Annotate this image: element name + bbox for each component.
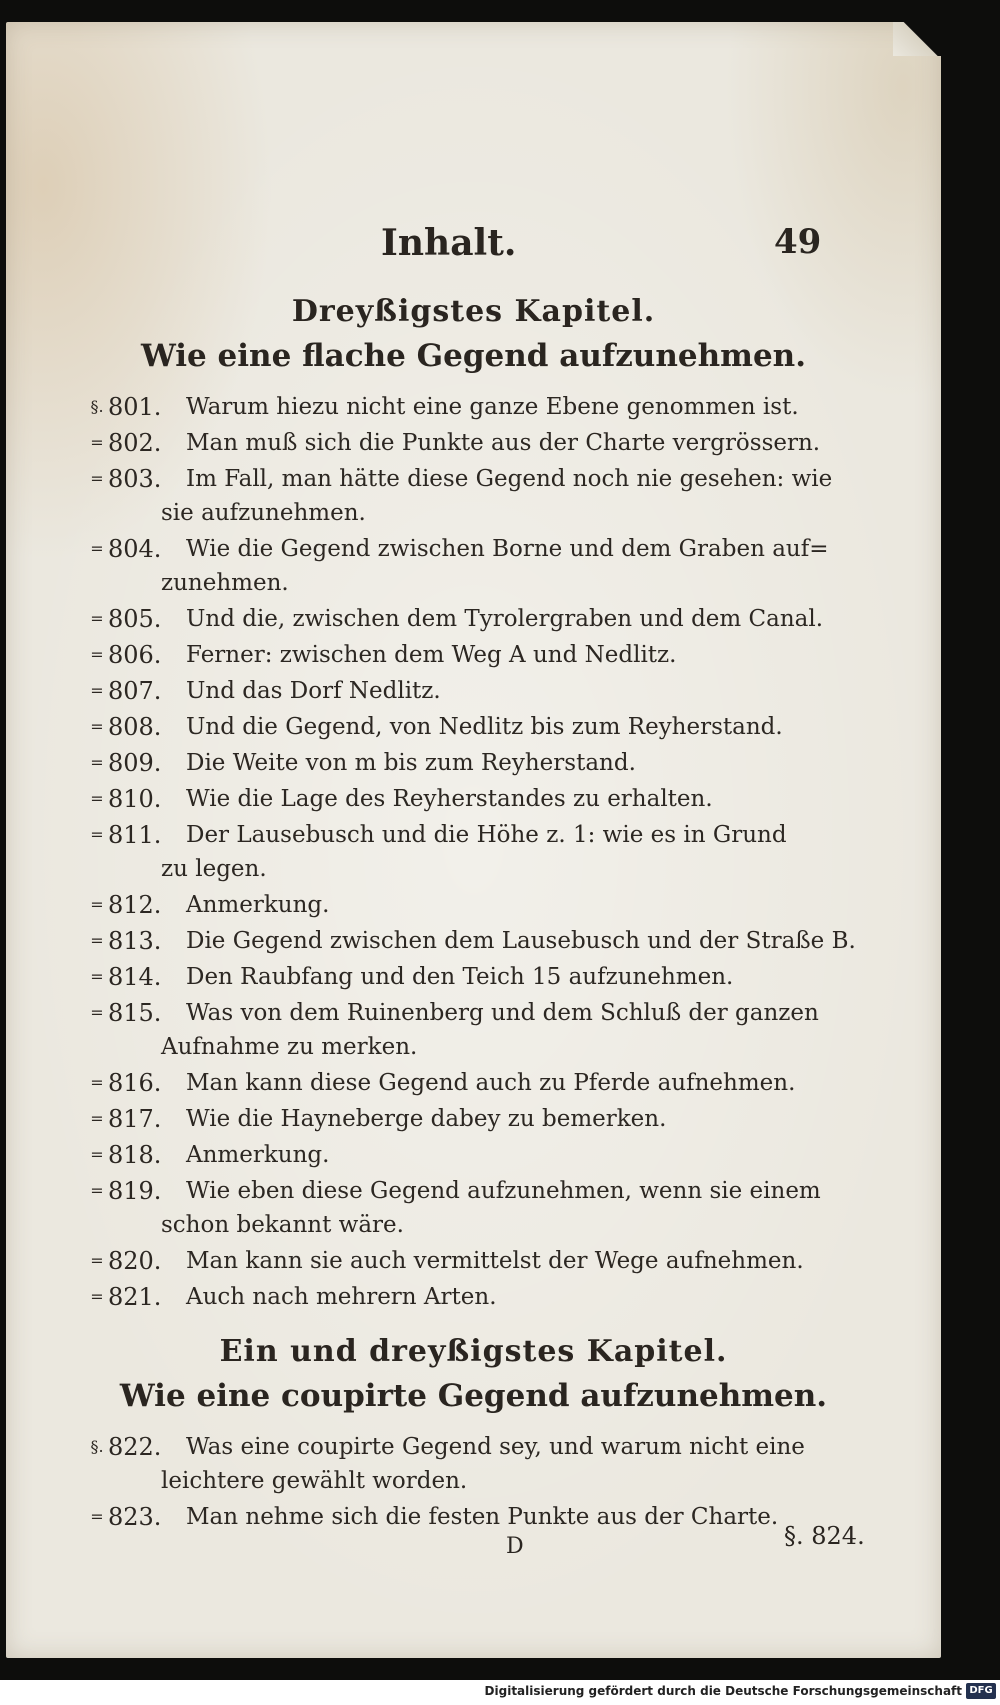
section-number: 805. [108, 605, 162, 633]
section-number: 808. [108, 713, 162, 741]
entry-text: Die Weite von m bis zum Reyherstand. [186, 750, 636, 776]
running-header [6, 222, 941, 282]
section-number: 803. [108, 465, 162, 493]
entry-mark: = [90, 1109, 104, 1128]
entry-mark: = [90, 681, 104, 700]
signature-mark: D [506, 1534, 524, 1559]
section-number: 820. [108, 1247, 162, 1275]
chapter-31-entries [76, 1430, 896, 1536]
entry-text-continuation: leichtere gewählt worden. [161, 1468, 468, 1494]
section-number: 813. [108, 927, 162, 955]
entry-text: Anmerkung. [186, 892, 330, 918]
entry-mark: = [90, 1145, 104, 1164]
section-number: 804. [108, 535, 162, 563]
entry-text: Wie die Hayneberge dabey zu bemerken. [186, 1106, 667, 1132]
chapter-30-entries [76, 390, 896, 1316]
toc-entry [76, 746, 896, 780]
toc-entry [76, 1280, 896, 1314]
section-number: 817. [108, 1105, 162, 1133]
section-number: 822. [108, 1433, 162, 1461]
entry-mark: = [90, 1073, 104, 1092]
entry-text-continuation: zunehmen. [161, 570, 289, 596]
toc-entry [76, 426, 896, 460]
entry-text: Anmerkung. [186, 1142, 330, 1168]
entry-text-continuation: zu legen. [161, 856, 267, 882]
entry-text: Was eine coupirte Gegend sey, und warum nicht eine [186, 1434, 805, 1460]
toc-entry [76, 1430, 896, 1498]
entry-mark: = [90, 789, 104, 808]
section-number: 801. [108, 393, 162, 421]
chapter-30-heading: Dreyßigstes Kapitel. [291, 294, 656, 329]
entry-mark: = [90, 469, 104, 488]
section-number: 818. [108, 1141, 162, 1169]
toc-entry [76, 710, 896, 744]
entry-mark: = [90, 433, 104, 452]
toc-entry [76, 1066, 896, 1100]
toc-entry [76, 462, 896, 530]
entry-mark: = [90, 1507, 104, 1526]
section-number: 807. [108, 677, 162, 705]
toc-entry [76, 1138, 896, 1172]
chapter-30-subheading: Wie eine flache Gegend aufzunehmen. [140, 338, 807, 374]
entry-mark: = [90, 753, 104, 772]
credit-strip [0, 1680, 1000, 1705]
chapter-31-subheading: Wie eine coupirte Gegend aufzunehmen. [119, 1378, 828, 1414]
section-number: 816. [108, 1069, 162, 1097]
entry-text: Warum hiezu nicht eine ganze Ebene genommen ist. [186, 394, 799, 420]
catchword: §. 824. [784, 1522, 865, 1550]
toc-entry [76, 674, 896, 708]
section-number: 809. [108, 749, 162, 777]
entry-mark: §. [90, 1437, 104, 1456]
section-number: 814. [108, 963, 162, 991]
toc-entry [76, 996, 896, 1064]
dfg-logo: DFG [966, 1683, 996, 1699]
entry-text: Man muß sich die Punkte aus der Charte vergrössern. [186, 430, 821, 456]
entry-text: Wie eben diese Gegend aufzunehmen, wenn sie einem [186, 1178, 821, 1204]
entry-text: Man nehme sich die festen Punkte aus der Charte. [186, 1504, 779, 1530]
entry-mark: = [90, 717, 104, 736]
entry-text-continuation: Aufnahme zu merken. [161, 1034, 418, 1060]
entry-text: Man kann sie auch vermittelst der Wege aufnehmen. [186, 1248, 804, 1274]
toc-entry [76, 390, 896, 424]
header-title: Inhalt. [381, 222, 517, 264]
section-number: 812. [108, 891, 162, 919]
entry-mark: = [90, 609, 104, 628]
section-number: 810. [108, 785, 162, 813]
toc-entry [76, 1102, 896, 1136]
toc-entry [76, 782, 896, 816]
section-number: 802. [108, 429, 162, 457]
page-number: 49 [774, 222, 822, 262]
entry-mark: = [90, 895, 104, 914]
entry-mark: = [90, 1181, 104, 1200]
entry-text-continuation: sie aufzunehmen. [161, 500, 366, 526]
toc-entry [76, 818, 896, 886]
entry-text: Den Raubfang und den Teich 15 aufzunehmen. [186, 964, 734, 990]
entry-mark: = [90, 1287, 104, 1306]
book-page [6, 22, 941, 1658]
credit-text: Digitalisierung gefördert durch die Deutsche Forschungsgemeinschaft [484, 1684, 962, 1698]
entry-mark: = [90, 645, 104, 664]
toc-entry [76, 924, 896, 958]
entry-text: Und das Dorf Nedlitz. [186, 678, 441, 704]
chapter-31-heading: Ein und dreyßigstes Kapitel. [219, 1334, 728, 1369]
toc-entry [76, 1244, 896, 1278]
entry-mark: = [90, 967, 104, 986]
entry-text: Wie die Gegend zwischen Borne und dem Graben auf= [186, 536, 829, 562]
entry-text: Im Fall, man hätte diese Gegend noch nie gesehen: wie [186, 466, 833, 492]
entry-text: Und die Gegend, von Nedlitz bis zum Reyherstand. [186, 714, 783, 740]
entry-mark: §. [90, 397, 104, 416]
section-number: 806. [108, 641, 162, 669]
entry-mark: = [90, 539, 104, 558]
section-number: 815. [108, 999, 162, 1027]
entry-text: Wie die Lage des Reyherstandes zu erhalten. [186, 786, 713, 812]
toc-entry [76, 532, 896, 600]
toc-entry [76, 888, 896, 922]
toc-entry [76, 638, 896, 672]
entry-mark: = [90, 825, 104, 844]
entry-mark: = [90, 1003, 104, 1022]
entry-text: Was von dem Ruinenberg und dem Schluß der ganzen [186, 1000, 819, 1026]
page-corner-fold [893, 22, 941, 56]
entry-mark: = [90, 1251, 104, 1270]
section-number: 823. [108, 1503, 162, 1531]
entry-text: Ferner: zwischen dem Weg A und Nedlitz. [186, 642, 677, 668]
toc-entry [76, 1500, 896, 1534]
toc-entry [76, 602, 896, 636]
toc-entry [76, 960, 896, 994]
toc-entry [76, 1174, 896, 1242]
entry-text: Man kann diese Gegend auch zu Pferde aufnehmen. [186, 1070, 796, 1096]
section-number: 811. [108, 821, 162, 849]
section-number: 819. [108, 1177, 162, 1205]
entry-text: Auch nach mehrern Arten. [186, 1284, 497, 1310]
entry-mark: = [90, 931, 104, 950]
entry-text: Der Lausebusch und die Höhe z. 1: wie es in Grund [186, 822, 787, 848]
entry-text-continuation: schon bekannt wäre. [161, 1212, 404, 1238]
section-number: 821. [108, 1283, 162, 1311]
entry-text: Und die, zwischen dem Tyrolergraben und dem Canal. [186, 606, 824, 632]
entry-text: Die Gegend zwischen dem Lausebusch und der Straße B. [186, 928, 856, 954]
